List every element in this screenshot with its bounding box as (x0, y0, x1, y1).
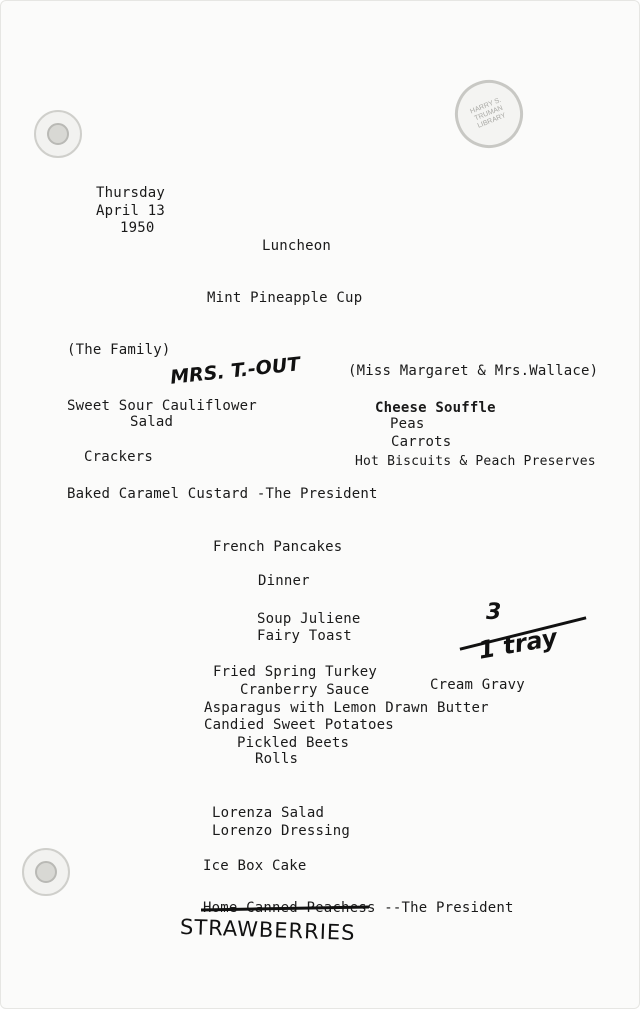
dinner-main-6: Rolls (255, 751, 299, 767)
dinner-main-1: Fried Spring Turkey (213, 664, 377, 680)
dinner-main-2: Cranberry Sauce (240, 682, 370, 698)
archive-stamp (445, 70, 534, 159)
header-date: April 13 (96, 203, 166, 219)
dinner-gravy: Cream Gravy (430, 677, 525, 693)
dinner-main-3: Asparagus with Lemon Drawn Butter (204, 700, 489, 716)
guest-item-3: Carrots (391, 434, 452, 450)
luncheon-title: Luncheon (262, 238, 332, 254)
handwritten-mrs-t-out: MRS. T.-OUT (169, 353, 302, 389)
tray-note-denominator: 1 tray (476, 623, 560, 665)
punch-hole-top (34, 110, 82, 158)
dinner-salad-2: Lorenzo Dressing (212, 823, 351, 839)
family-item-1: Sweet Sour Cauliflower (67, 398, 257, 414)
luncheon-dessert: Baked Caramel Custard -The President (67, 486, 378, 502)
luncheon-starter: Mint Pineapple Cup (207, 290, 363, 306)
guest-item-2: Peas (390, 416, 425, 432)
family-item-2: Salad (130, 414, 174, 430)
dinner-cake: Ice Box Cake (203, 858, 307, 874)
archive-stamp-text: HARRY S. TRUMAN LIBRARY (469, 96, 507, 130)
luncheon-extra: French Pancakes (213, 539, 343, 555)
handwritten-strawberries: STRAWBERRIES (179, 914, 356, 946)
dinner-soup-2: Fairy Toast (257, 628, 352, 644)
header-year: 1950 (120, 220, 155, 236)
dinner-title: Dinner (258, 573, 310, 589)
dinner-salad-1: Lorenza Salad (212, 805, 325, 821)
tray-note-numerator: 3 (486, 600, 502, 625)
dinner-dessert-line (203, 900, 514, 916)
punch-hole-bottom (22, 848, 70, 896)
struck-item: Home Canned Peaches (203, 900, 367, 916)
dinner-main-4: Candied Sweet Potatoes (204, 717, 394, 733)
guest-item-1: Cheese Souffle (375, 400, 496, 416)
family-label: (The Family) (67, 342, 171, 358)
president-suffix: s --The President (366, 900, 514, 916)
family-item-3: Crackers (84, 449, 154, 465)
dinner-soup-1: Soup Juliene (257, 611, 361, 627)
guest-item-4: Hot Biscuits & Peach Preserves (355, 454, 596, 469)
dinner-main-5: Pickled Beets (237, 735, 350, 751)
header-day: Thursday (96, 185, 166, 201)
guests-label: (Miss Margaret & Mrs.Wallace) (348, 363, 599, 379)
